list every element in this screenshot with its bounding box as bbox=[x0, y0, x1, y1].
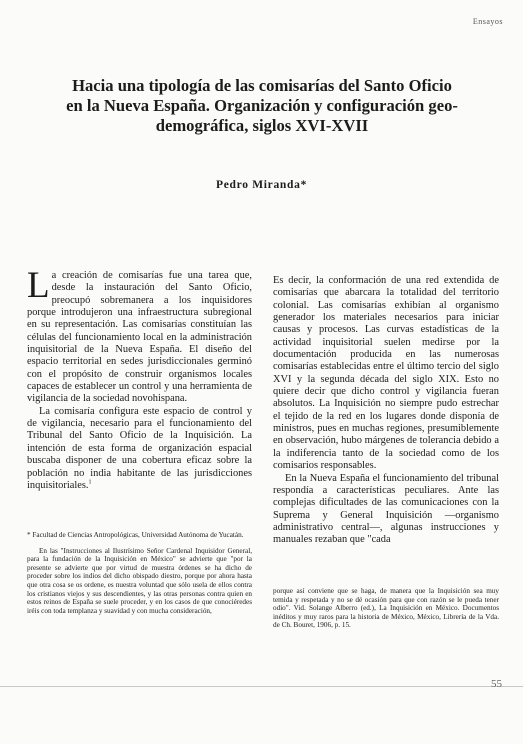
paragraph-text: a creación de comisarías fue una tarea que, desde la instauración del Santo Oficio, preocupó sobremanera a los inquisidores porque introdujeron una infraestructura subregional en su representación. Las comisarías constituían las células del funcionamiento local en la administración inquisitorial de la Nueva España. El diseño del espacio territorial en sedes jurisdiccionales germinó con el propósito de construir organismos locales capaces de establecer un control y una herramienta de vigilancia de la sociedad novohispana. bbox=[27, 270, 252, 405]
right-column bbox=[273, 275, 499, 547]
paragraph-text: Es decir, la conformación de una red extendida de comisarías que abarcara la totalidad del territorio colonial. Las comisarías exhibían al organismo generador los materiales necesarios para iniciar causas y procesos. Las curvas estadísticas de la actividad inquisitorial suelen medirse por la documentación producida en las numerosas comisarías establecidas entre el último tercio del siglo XVI y la segunda década del siglo XIX. Esto no quiere decir que dicho control y vigilancia fueran absolutos. La Inquisición no siempre pudo estrechar el tejido de la red en los lugares donde disponía de ministros, pues en muchas regiones, presumiblemente en observación, hubo márgenes de tolerancia debido a la indiferencia tanto de la sociedad como de los comisarios responsables. bbox=[273, 275, 499, 472]
affiliation-footnote: * Facultad de Ciencias Antropológicas, Universidad Autónoma de Yucatán. bbox=[27, 531, 244, 539]
body-paragraph bbox=[273, 275, 499, 473]
footnotes-left bbox=[27, 531, 252, 615]
article-title bbox=[22, 76, 502, 136]
author-byline bbox=[0, 179, 523, 191]
paragraph-text: En la Nueva España el funcionamiento del tribunal respondía a características peculiares. Ante las complejas dificultades de las comunicaciones con la Suprema y General Inquisición —organismo administrativo central—, algunas instrucciones y manuales rezaban que "cada bbox=[273, 472, 499, 546]
author-name: Pedro Miranda bbox=[215, 179, 301, 191]
footnote-1: En las "Instrucciones al Ilustrísimo Señor Cardenal Inquisidor General, para la fundación de la Inquisición en México" se advierte que "por la presente se advierte que por virtud de muestra órdenes se ha dicho de proceder sobre los indios del dicho obispado diestro, porque por ahora hasta que otra cosa se os ordene, es nuestra voluntad que sólo usela de ellos contra los cristianos viejos y sus descendientes, y las otras personas contra quien en estos reinos de España se suele proceder, y en los casos de que conociéredes iréis con toda templanza y suavidad y con mucha consideración, bbox=[27, 546, 252, 615]
title-line: en la Nueva España. Organización y configuración geo- bbox=[66, 96, 458, 115]
title-line: Hacia una tipología de las comisarías del Santo Oficio bbox=[72, 76, 452, 95]
footer-rule bbox=[0, 686, 523, 687]
body-paragraph bbox=[273, 473, 499, 547]
footnote-continuation: porque así conviene que se haga, de manera que la Inquisición sea muy temida y respetada y no se dé ocasión para que con razón se le pueda tener odio". Vid. Solange Alberro (ed.), La Inquisición en México. Documentos inéditos y muy raros para la historia de México, México, Librería de la Vda. de Ch. Bouret, 1906, p. 15. bbox=[273, 587, 499, 630]
body-paragraph bbox=[27, 406, 252, 492]
left-column bbox=[27, 265, 252, 492]
title-line: demográfica, siglos XVI-XVII bbox=[155, 116, 369, 135]
body-paragraph bbox=[27, 265, 252, 406]
drop-cap: L bbox=[27, 265, 50, 306]
page-number: 55 bbox=[491, 678, 502, 690]
footnote-ref[interactable]: 1 bbox=[88, 479, 92, 486]
paragraph-text: La comisaría configura este espacio de control y de vigilancia, necesario para el funcionamiento del Tribunal del Santo Oficio de la Inquisición. La intención de esta forma de organización espacial buscaba disponer de una cobertura eficaz sobre la población no india habitante de las jurisdicciones inquisitoriales. bbox=[27, 405, 252, 491]
section-label: Ensayos bbox=[472, 17, 503, 26]
author-footnote-mark: * bbox=[300, 179, 308, 191]
